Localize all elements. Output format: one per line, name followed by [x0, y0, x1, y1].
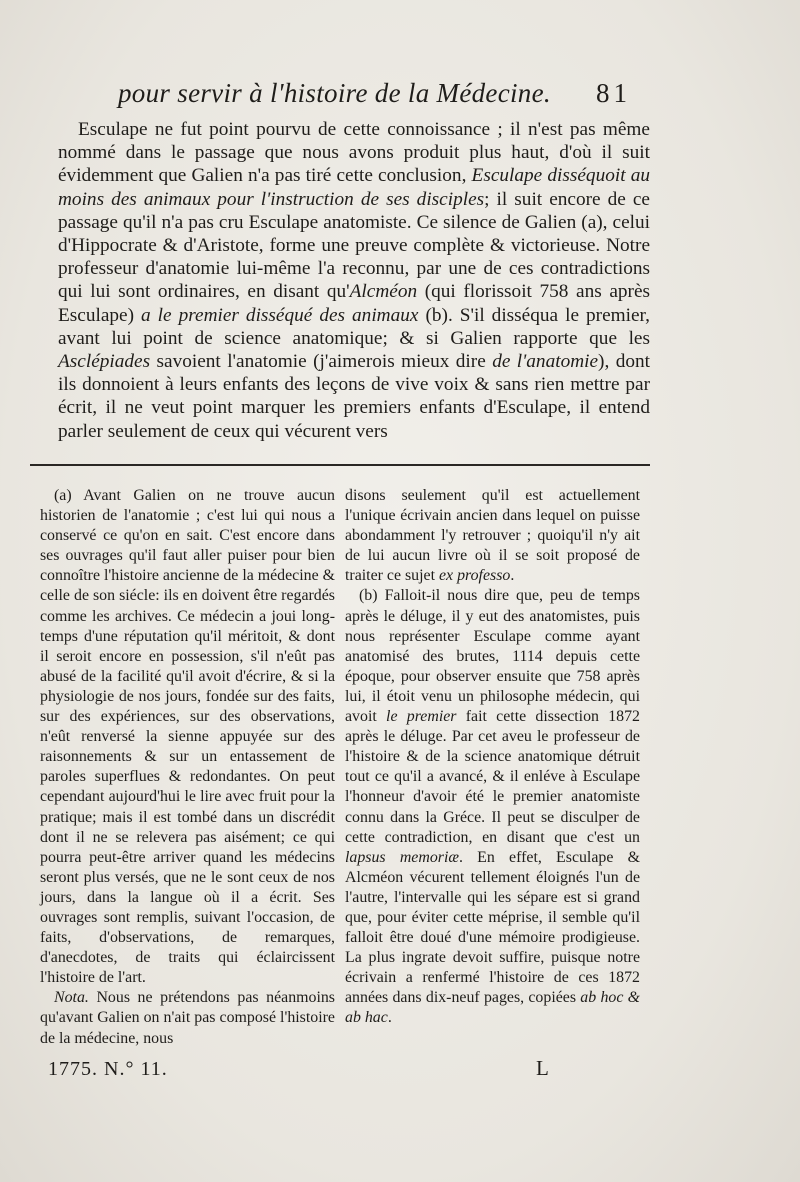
- text-run: (b) Falloit-il nous dire que, peu de temps après le déluge, il y eut des anatomistes, puis nous représenter Esculape comme ayant anatomisé des brutes, 1114 depuis cette époque, pour observer ensuite que 758 après lui, il étoit venu un philosophe médecin, qui avoit: [345, 587, 640, 726]
- text-run: fait cette dissection 1872 après le déluge. Par cet aveu le professeur de l'histoire & de la science anatomique détruit tout ce qu'il a avancé, & il enléve à Esculape l'honneur d'avoir été le premier anatomiste connu dans la Gréce. Il peut se disculper de cette contradiction, en disant que c'est un: [345, 708, 640, 846]
- text-run: .: [510, 567, 515, 585]
- text-run-italic: Esculape disséquoit au moins des animaux pour l'instruction de ses disciples: [58, 165, 650, 210]
- page-header: [100, 74, 660, 114]
- text-run: savoient l'anatomie (j'aimerois mieux dire: [150, 351, 493, 373]
- page-number: 81: [596, 78, 631, 108]
- text-run: ; il suit encore de ce passage qu'il n'a pas cru Esculape anatomiste. Ce silence de Galien (a), celui d'Hippocrate & d'Aristote, forme une preuve complète & victorieuse. Notre professeur d'anatomie lui-même l'a reconnu, par une de ces contradictions qui lui sont ordinaires, en disant qu': [58, 188, 650, 303]
- text-run: (a) Avant Galien on ne trouve aucun historien de l'anatomie ; c'est lui qui nous a conservé ce qu'on en sait. C'est encore dans ses ouvrages qu'il faut aller puiser pour bien connoître l'histoire ancienne de la médecine & celle de son siécle: ils en doivent être regardés comme les archives. Ce médecin a joui long-temps d'une réputation qu'il méritoit, & dont il seroit encore en possession, s'il n'eût pas abusé de la facilité qu'il avoit d'écrire, & si la physiologie de nos jours, fondée sur des faits, sur des expériences, sur des observations, n'eût renversé la sienne appuyée sur des raisonnements & sur un entassement de paroles superflues & redondantes. On peut cependant aujourd'hui le lire avec fruit pour la pratique; mais il est tombé dans un discrédit dont il ne se relevera pas aisément; ce qui pourra peut-être arriver quand les médecins seront plus versés, que ne le sont ceux de nos jours, dans la langue où il a écrit. Ses ouvrages sont remplis, suivant l'occasion, de faits, d'observations, de remarques, d'anecdotes, de traits qui éclaircissent l'histoire de l'art.: [40, 487, 335, 987]
- text-run: .: [387, 1009, 392, 1027]
- text-run: (qui florissoit 758 ans après Esculape): [58, 281, 651, 326]
- footnote-column-left: [40, 486, 335, 1049]
- running-title: pour servir à l'histoire de la Médecine.: [118, 78, 551, 108]
- text-run: disons seulement qu'il est actuellement l'unique écrivain ancien dans lequel on puisse abondamment l'y retrouver ; quoiqu'il n'y ait de lui aucun livre où il se soit proposé de traiter ce sujet: [345, 487, 640, 585]
- text-run-italic: Asclépiades: [58, 351, 151, 373]
- main-text: [58, 118, 650, 443]
- footnote-nota: [40, 988, 335, 1048]
- footnote-a: [40, 486, 335, 988]
- footnote-b: [345, 586, 640, 1028]
- text-run: Nous ne prétendons pas néanmoins qu'avant Galien on n'ait pas composé l'histoire de la médecine, nous: [40, 989, 335, 1047]
- issue-number: 1775. N.° 11.: [48, 1058, 168, 1080]
- text-run-italic: le premier: [386, 708, 457, 726]
- signature-mark: L: [536, 1056, 549, 1080]
- text-run-italic: ex professo: [438, 567, 511, 585]
- footnote-continuation: [345, 486, 640, 586]
- text-run-italic: lapsus memoriæ: [345, 848, 459, 866]
- text-run: ), dont ils donnoient à leurs enfants des leçons de vive voix & sans rien mettre par écrit, il ne veut point marquer les premiers enfants d'Esculape, il entend parler seulement de ceux qui vécurent vers: [58, 351, 650, 442]
- text-run: (b). S'il disséqua le premier, avant lui point de science anatomique; & si Galien rapporte que les: [58, 304, 651, 349]
- text-run-italic: Alcméon: [349, 281, 418, 303]
- text-run-italic: ab hoc & ab hac: [345, 989, 641, 1027]
- footnote-column-right: [345, 486, 640, 1029]
- text-run-italic: a le premier disséqué des animaux: [141, 304, 419, 326]
- text-run: Esculape ne fut point pourvu de cette connoissance ; il n'est pas même nommé dans le passage que nous avons produit plus haut, d'où il suit évidemment que Galien n'a pas tiré cette conclusion,: [58, 119, 650, 187]
- footnote-separator: [30, 464, 650, 466]
- text-run: . En effet, Esculape & Alcméon vécurent tellement éloignés l'un de l'autre, l'intervalle qui les sépare est si grand que, pour éviter cette méprise, il semble qu'il falloit être doué d'une mémoire prodigieuse. La plus ingrate devoit suffire, puisque notre écrivain a renfermé l'histoire de ces 1872 années dans dix-neuf pages, copiées: [345, 848, 640, 1007]
- text-run-italic: de l'anatomie: [492, 351, 599, 373]
- text-run-italic: Nota.: [54, 989, 89, 1007]
